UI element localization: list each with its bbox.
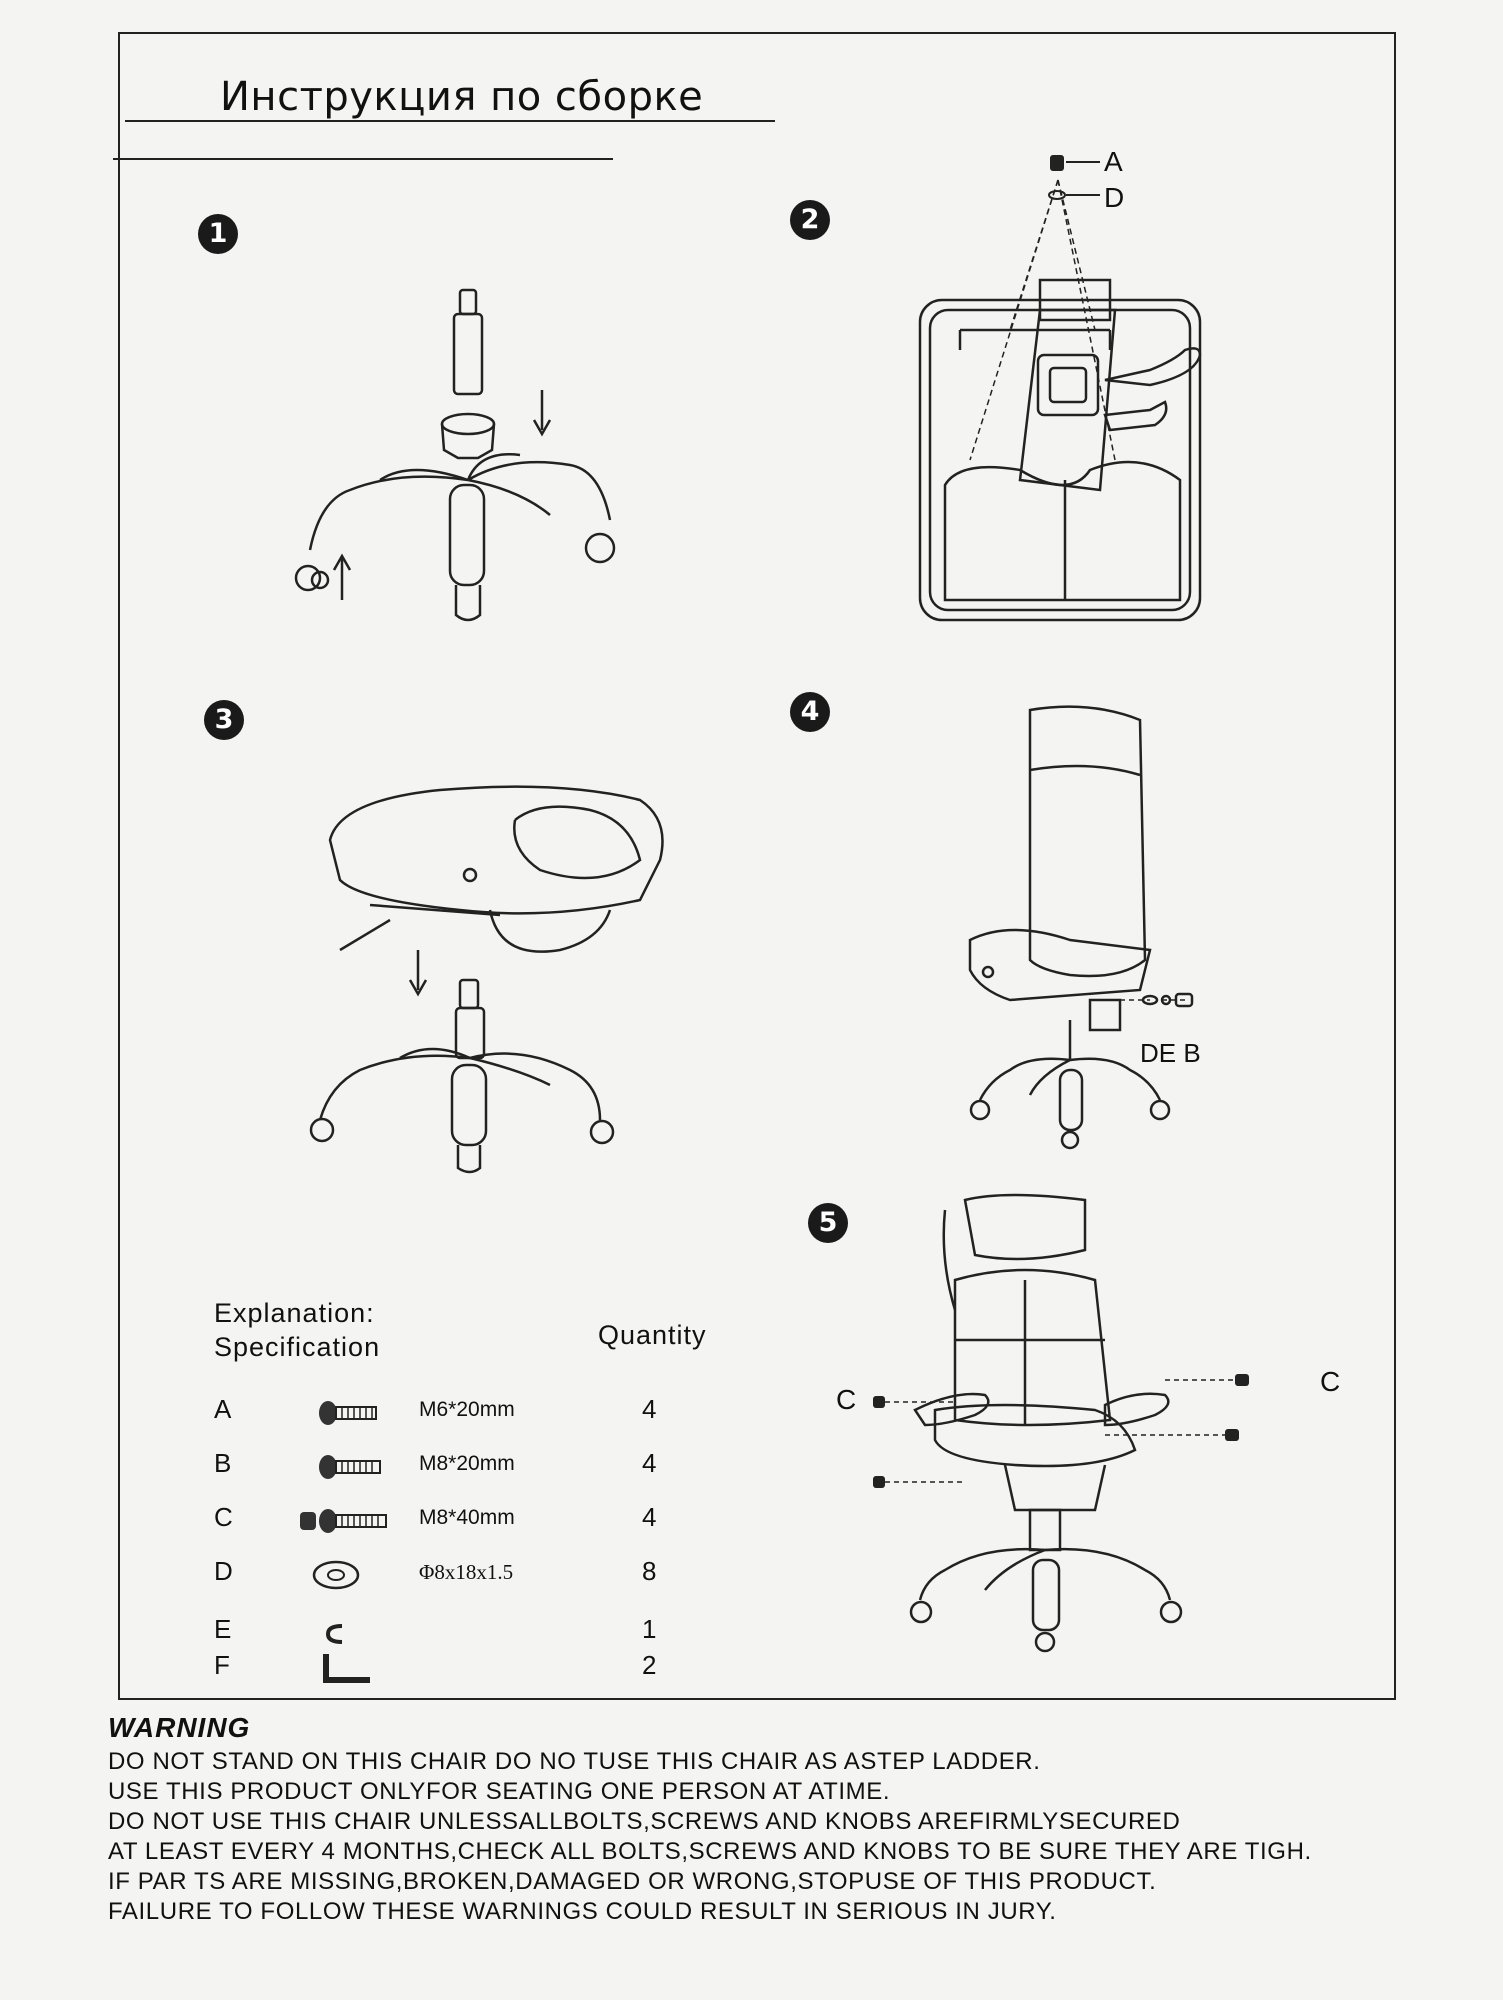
callout-a: A	[1104, 146, 1123, 177]
spec-quantity: 2	[642, 1650, 657, 1680]
step-4-number: 4	[790, 692, 830, 732]
step-3-seat-base-figure	[300, 740, 680, 1180]
spec-quantity: 4	[642, 1502, 657, 1532]
specification-heading: Specification	[214, 1332, 381, 1362]
spec-quantity: 1	[642, 1614, 657, 1644]
explanation-heading: Explanation:	[214, 1298, 375, 1328]
hex-key-icon	[294, 1652, 394, 1686]
spec-letter: E	[214, 1614, 232, 1644]
callout-d: D	[1104, 182, 1125, 213]
spec-row-c	[214, 1502, 684, 1542]
spec-row-e	[214, 1614, 684, 1654]
step-5-armrest-figure	[845, 1180, 1325, 1660]
spec-letter: C	[214, 1502, 233, 1532]
step-4-backrest-figure	[950, 700, 1210, 1160]
callout-c-right: C	[1320, 1366, 1341, 1397]
quantity-heading: Quantity	[598, 1320, 707, 1350]
step-3-number: 3	[204, 700, 244, 740]
warning-line: IF PAR TS ARE MISSING,BROKEN,DAMAGED OR WRONG,STOPUSE OF THIS PRODUCT.	[108, 1868, 1157, 1895]
spec-row-b	[214, 1448, 684, 1488]
spring-washer-icon	[294, 1616, 394, 1650]
bolt-icon	[294, 1450, 394, 1484]
spec-row-a	[214, 1394, 684, 1434]
warning-line: USE THIS PRODUCT ONLYFOR SEATING ONE PERSON AT ATIME.	[108, 1778, 891, 1805]
spec-letter: B	[214, 1448, 232, 1478]
warning-line: DO NOT STAND ON THIS CHAIR DO NO TUSE THIS CHAIR AS ASTEP LADDER.	[108, 1748, 1041, 1775]
warning-line: AT LEAST EVERY 4 MONTHS,CHECK ALL BOLTS,SCREWS AND KNOBS TO BE SURE THEY ARE TIGH.	[108, 1838, 1312, 1865]
short-bolt-icon	[294, 1396, 394, 1430]
spec-letter: A	[214, 1394, 232, 1424]
spec-row-d	[214, 1556, 684, 1596]
spec-quantity: 4	[642, 1448, 657, 1478]
step-1-number: 1	[198, 214, 238, 254]
warning-line: FAILURE TO FOLLOW THESE WARNINGS COULD RESULT IN SERIOUS IN JURY.	[108, 1898, 1057, 1925]
step-2-seat-mechanism-figure	[900, 150, 1240, 640]
long-bolt-with-cap-icon	[294, 1504, 394, 1538]
spec-quantity: 8	[642, 1556, 657, 1586]
warning-title: WARNING	[108, 1712, 251, 1743]
spec-size: M6*20mm	[419, 1398, 515, 1421]
title-underline	[125, 120, 775, 122]
spec-letter: D	[214, 1556, 233, 1586]
step-5-number: 5	[808, 1203, 848, 1243]
spec-letter: F	[214, 1650, 230, 1680]
spec-row-f	[214, 1650, 684, 1690]
step-1-base-figure	[280, 280, 660, 640]
step-2-number: 2	[790, 200, 830, 240]
callout-d-e-b: DE B	[1140, 1038, 1201, 1068]
page-title: Инструкция по сборке	[220, 74, 704, 120]
title-underline-secondary	[113, 158, 613, 160]
spec-size: M8*20mm	[419, 1452, 515, 1475]
washer-icon	[294, 1558, 394, 1592]
spec-size: M8*40mm	[419, 1506, 515, 1529]
spec-quantity: 4	[642, 1394, 657, 1424]
spec-size: Φ8x18x1.5	[419, 1560, 514, 1584]
callout-c-left: C	[836, 1384, 857, 1415]
warning-line: DO NOT USE THIS CHAIR UNLESSALLBOLTS,SCREWS AND KNOBS AREFIRMLYSECURED	[108, 1808, 1181, 1835]
